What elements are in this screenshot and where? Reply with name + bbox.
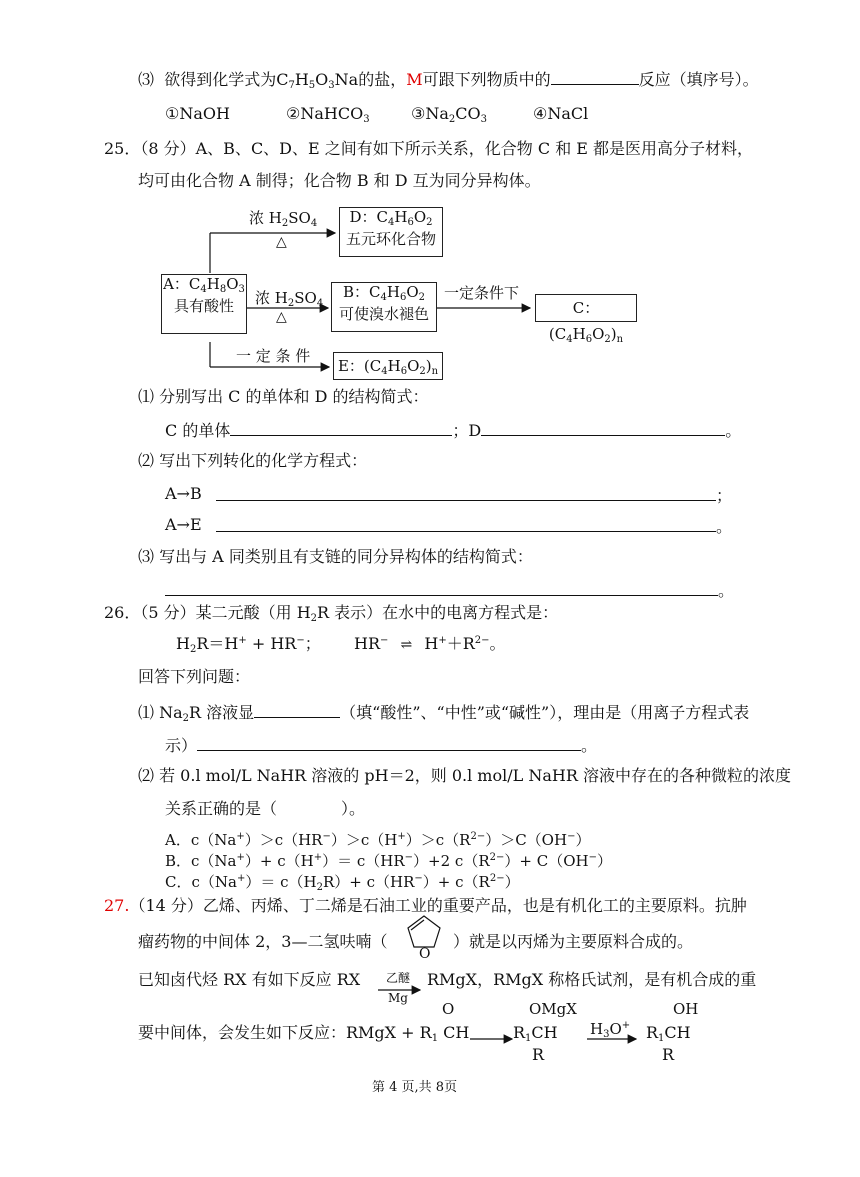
acidity-blank[interactable] (254, 701, 340, 718)
arrow-top-ether: 乙醚 (386, 971, 411, 985)
h3o-label: $H_3O^+$ (590, 1020, 631, 1040)
isomer-blank[interactable] (165, 579, 718, 596)
option-2: ②NaHCO$_3$ (286, 104, 370, 125)
q25-part1-answers: C 的单体 ；D 。 (165, 421, 742, 440)
q27-line3b: RMgX，RMgX 称格氏试剂，是有机合成的重 (427, 970, 757, 989)
q26-answer: 回答下列问题： (138, 667, 251, 686)
q27-line4: 要中间体，会发生如下反应：RMgX + $R_1$ CH (138, 1023, 470, 1044)
omgx-label: OMgX (529, 1000, 577, 1018)
intermediate-r: R (532, 1045, 545, 1064)
product-r: R (662, 1045, 675, 1064)
q26-part1: ⑴ $Na_2R$ 溶液显 （填“酸性”、“中性”或“碱性”），理由是（用离子方程式表 (138, 703, 750, 724)
equilibrium-arrow-icon: ⇌ (400, 637, 413, 653)
ionization-eq2: HR− ⇌ $H^++R^{2-}$。 (354, 634, 506, 653)
compound-a-box: A：$C_4H_8O_3$ 具有酸性 (161, 274, 247, 334)
condition-general: 一定条件下 (444, 284, 520, 302)
q24-part3: ⑶ 欲得到化学式为$C_7H_5O_3Na$的盐，M可跟下列物质中的 反应（填序号）。 (138, 70, 759, 91)
a-to-b-label: A→B (165, 484, 202, 503)
option-3: $③Na_2CO_3$ (411, 104, 487, 125)
condition-general-2: 一 定 条 件 (236, 347, 311, 365)
a-to-b-line: ； (216, 484, 732, 505)
q27-line3a: 已知卤代烃 RX 有如下反应 RX (138, 970, 361, 989)
option-1: ①NaOH (165, 104, 230, 123)
d-structure-blank[interactable] (481, 419, 725, 436)
heat-symbol-mid: △ (276, 309, 287, 325)
compound-d-box: D：$C_4H_6O_2$ 五元环化合物 (339, 207, 443, 257)
q25-head2: 均可由化合物 A 制得；化合物 B 和 D 互为同分异构体。 (138, 171, 541, 190)
q27-head: 27.（14 分）乙烯、丙烯、丁二烯是石油工业的重要产品，也是有机化工的主要原料。抗肿 (104, 896, 747, 915)
choice-a[interactable]: A．$c(Na^+)>c(HR^-)>c(H^+)>c(R^{2-})>C(OH^-)$ (165, 831, 591, 849)
q25-part2: ⑵ 写出下列转化的化学方程式： (138, 451, 368, 470)
heat-symbol-top: △ (276, 234, 287, 250)
a-to-b-blank[interactable] (216, 484, 716, 501)
intermediate-r1ch: $R_1CH$ (513, 1023, 558, 1044)
q25-head: 25．（8 分）A、B、C、D、E 之间有如下所示关系，化合物 C 和 E 都是医用高分子材料， (104, 139, 754, 158)
condition-conc-h2so4-mid: 浓 $H_2SO_4$ (255, 289, 324, 309)
q25-part1: ⑴ 分别写出 C 的单体和 D 的结构简式： (138, 387, 429, 406)
page-footer: 第 4 页,共 8页 (372, 1080, 458, 1095)
a-to-e-label: A→E (165, 515, 202, 534)
oh-label: OH (673, 1000, 699, 1018)
ring-oxygen-label: O (419, 946, 431, 962)
option-4: ④NaCl (533, 104, 589, 123)
monomer-blank[interactable] (230, 419, 452, 436)
product-r1ch: $R_1CH$ (646, 1023, 691, 1044)
ionization-eq1: $H_2R=H^+ + HR^-$； (176, 634, 321, 655)
q27-line2a: 瘤药物的中间体 2，3—二氢呋喃（ (138, 932, 388, 951)
q27-line2b: ）就是以丙烯为主要原料合成的。 (453, 932, 694, 951)
choice-b[interactable]: B．c（Na+）+ c（H+）＝ c（HR−）+2 $c(R^{2-})+ C(OH^-)$ (165, 852, 612, 870)
q26-part1-line2: 示） 。 (165, 736, 598, 755)
compound-e-box: E：$(C_4H_6O_2)_n$ (333, 352, 443, 380)
q26-part2: ⑵ 若 0.l mol/L NaHR 溶液的 pH＝2，则 0.l mol/L NaHR 溶液中存在的各种微粒的浓度 (138, 766, 791, 785)
q26-part2-line2: 关系正确的是（ ）。 (165, 799, 366, 818)
isomer-line: 。 (165, 579, 734, 600)
carbonyl-o: O (442, 1000, 455, 1018)
ion-equation-blank[interactable] (197, 734, 581, 751)
q25-part3: ⑶ 写出与 A 同类别且有支链的同分异构体的结构简式： (138, 547, 533, 566)
choice-c[interactable]: C．$c(Na^+)= c(H_2R)+ c(HR^-)+ c(R^{2-})$ (165, 873, 520, 893)
condition-conc-h2so4-top: 浓 $H_2SO_4$ (249, 209, 318, 229)
formula: $C_7H_5O_3Na$ (276, 70, 359, 91)
compound-c-box: C：$(C_4H_6O_2)_n$ (535, 294, 637, 322)
compound-b-box: B：$C_4H_6O_2$ 可使溴水褪色 (331, 282, 437, 332)
a-to-e-line: 。 (216, 515, 732, 536)
arrow-bottom-mg: Mg (388, 991, 408, 1005)
a-to-e-blank[interactable] (216, 515, 716, 532)
q26-head: 26．（5 分）某二元酸（用 $H_2R$ 表示）在水中的电离方程式是： (104, 603, 559, 624)
